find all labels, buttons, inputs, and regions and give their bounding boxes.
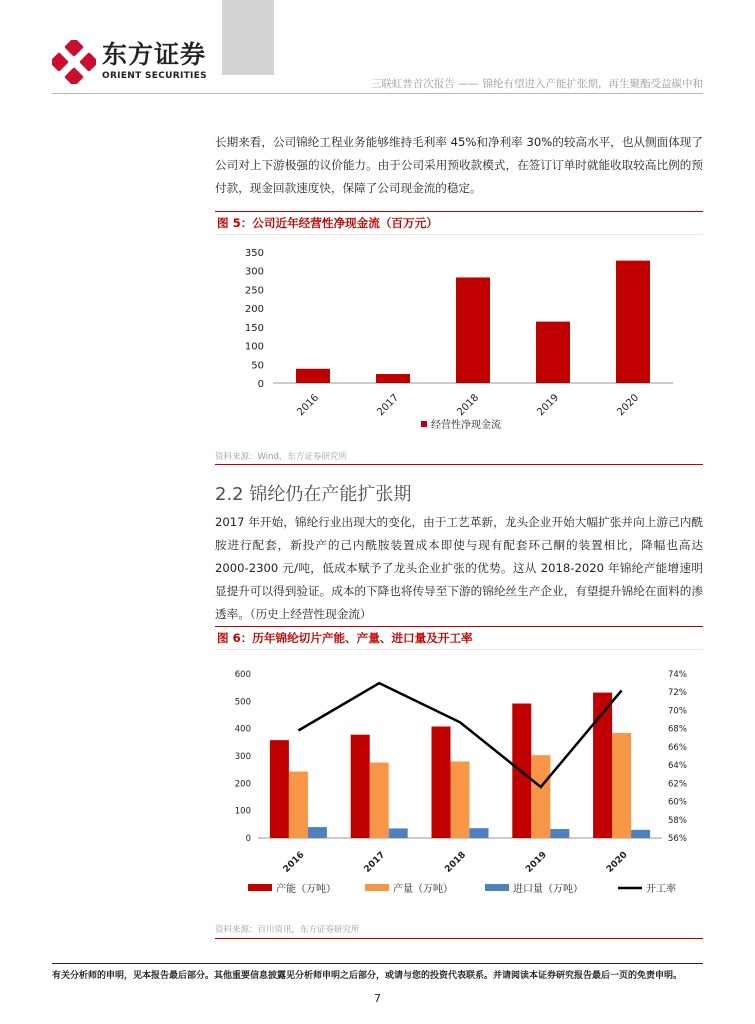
legend-label: 产量（万吨） xyxy=(393,884,453,895)
bar-2018-series-1 xyxy=(451,761,470,838)
y-tick-label: 100 xyxy=(244,341,264,353)
section-heading: 2.2 锦纶仍在产能扩张期 xyxy=(215,484,412,505)
figure5-bottom-rule xyxy=(215,464,703,465)
x-tick-label: 2019 xyxy=(535,392,562,419)
bar-2018 xyxy=(456,277,490,383)
x-tick-label: 2016 xyxy=(281,850,307,875)
y-tick-label: 350 xyxy=(244,248,264,259)
y-right-tick-label: 60% xyxy=(668,797,687,808)
figure6-title: 图 6：历年锦纶切片产能、产量、进口量及开工率 xyxy=(217,631,473,645)
page-number: 7 xyxy=(374,992,381,1005)
y-left-tick-label: 0 xyxy=(245,834,251,844)
legend-label: 开工率 xyxy=(646,884,676,895)
legend-swatch xyxy=(248,884,272,891)
y-tick-label: 200 xyxy=(244,304,264,316)
y-left-tick-label: 200 xyxy=(234,779,251,790)
x-tick-label: 2019 xyxy=(524,850,549,875)
bar-2020-series-2 xyxy=(631,830,650,838)
bar-2020-series-1 xyxy=(612,733,631,838)
logo-mark-icon xyxy=(52,40,96,84)
legend-label: 产能（万吨） xyxy=(276,884,336,895)
y-right-tick-label: 64% xyxy=(668,761,687,772)
running-header-title: 三联虹普首次报告 —— 锦纶有望进入产能扩张期，再生聚酯受益碳中和 xyxy=(370,78,703,90)
y-tick-label: 150 xyxy=(244,322,264,334)
bar-2016 xyxy=(296,369,330,383)
legend-label: 经营性净现金流 xyxy=(431,420,501,431)
y-tick-label: 0 xyxy=(257,379,264,390)
bar-2020 xyxy=(616,261,650,383)
x-tick-label: 2018 xyxy=(443,850,469,875)
figure6-combo-chart xyxy=(215,660,703,910)
y-left-tick-label: 100 xyxy=(234,806,251,817)
figure6-title-bar xyxy=(215,626,703,650)
x-tick-label: 2018 xyxy=(455,392,482,419)
bar-2019-series-2 xyxy=(550,829,569,838)
y-left-tick-label: 600 xyxy=(234,670,251,680)
y-right-tick-label: 70% xyxy=(668,706,687,717)
figure5-source: 资料来源：Wind，东方证券研究所 xyxy=(215,452,347,462)
figure6-bottom-rule xyxy=(215,938,703,939)
paragraph-profitability: 长期来看，公司锦纶工程业务能够维持毛利率 45%和净利率 30%的较高水平，也从侧面体现了公司对上下游极强的议价能力。由于公司采用预收款模式，在签订订单时就能收取较高比例的预付款，现金回款速度快，保障了公司现金流的稳定。 xyxy=(215,135,703,195)
y-tick-label: 250 xyxy=(244,285,264,297)
footer-disclaimer: 有关分析师的申明，见本报告最后部分。其他重要信息披露见分析师申明之后部分，或请与您的投资代表联系。并请阅读本证券研究报告最后一页的免责申明。 xyxy=(52,971,683,981)
footer-divider xyxy=(52,963,703,964)
y-left-tick-label: 400 xyxy=(234,724,251,735)
y-right-tick-label: 72% xyxy=(668,688,687,699)
y-right-tick-label: 66% xyxy=(668,742,687,753)
y-right-tick-label: 56% xyxy=(668,834,687,844)
company-logo xyxy=(52,40,212,84)
bar-2019 xyxy=(536,322,570,383)
y-tick-label: 50 xyxy=(251,360,264,372)
figure5-title: 图 5：公司近年经营性净现金流（百万元） xyxy=(217,216,438,230)
x-tick-label: 2016 xyxy=(295,392,322,419)
bar-2016-series-0 xyxy=(270,740,289,838)
header-accent-strip xyxy=(222,0,274,75)
legend-swatch xyxy=(365,884,389,891)
legend-swatch xyxy=(485,884,509,891)
x-tick-label: 2020 xyxy=(604,850,630,875)
y-left-tick-label: 500 xyxy=(234,697,251,708)
bar-2018-series-2 xyxy=(470,828,489,838)
figure5-title-bar xyxy=(215,211,703,235)
bar-2017 xyxy=(376,374,410,383)
legend-swatch xyxy=(421,421,427,427)
y-right-tick-label: 68% xyxy=(668,724,687,735)
y-tick-label: 300 xyxy=(244,266,264,278)
figure5-bar-chart xyxy=(215,236,703,444)
bar-2019-series-1 xyxy=(531,755,550,838)
bar-2017-series-1 xyxy=(370,763,389,838)
legend-label: 进口量（万吨） xyxy=(513,884,583,895)
y-left-tick-label: 300 xyxy=(234,752,251,762)
x-tick-label: 2017 xyxy=(362,850,388,875)
bar-2017-series-2 xyxy=(389,828,408,838)
header-divider xyxy=(52,93,703,94)
bar-2017-series-0 xyxy=(351,735,370,838)
y-right-tick-label: 58% xyxy=(668,815,687,826)
bar-2016-series-1 xyxy=(289,772,308,838)
x-tick-label: 2017 xyxy=(375,392,402,419)
logo-english-name: ORIENT SECURITIES xyxy=(102,71,207,81)
bar-2018-series-0 xyxy=(432,726,451,838)
paragraph-capacity-expansion: 2017 年开始，锦纶行业出现大的变化，由于工艺革新，龙头企业开始大幅扩张并向上游己内酰胺进行配套，新投产的己内酰胺装置成本即使与现有配套环己酮的装置相比，降幅也高达 2000-2300 元/吨，低成本赋予了龙头企业扩张的优势。这从 2018-2020 年锦纶产能增速明显提升可以得到验证。成本的下降也将传导至下游的锦纶丝生产企业，有望提升锦纶在面料的渗透率。（历史上经营性现金流） xyxy=(215,515,703,621)
y-right-tick-label: 62% xyxy=(668,779,687,790)
logo-chinese-name: 东方证券 xyxy=(102,40,207,69)
x-tick-label: 2020 xyxy=(615,392,642,419)
bar-2016-series-2 xyxy=(308,827,327,838)
y-right-tick-label: 74% xyxy=(668,670,687,680)
figure6-source: 资料来源：百川资讯，东方证券研究所 xyxy=(215,925,360,935)
